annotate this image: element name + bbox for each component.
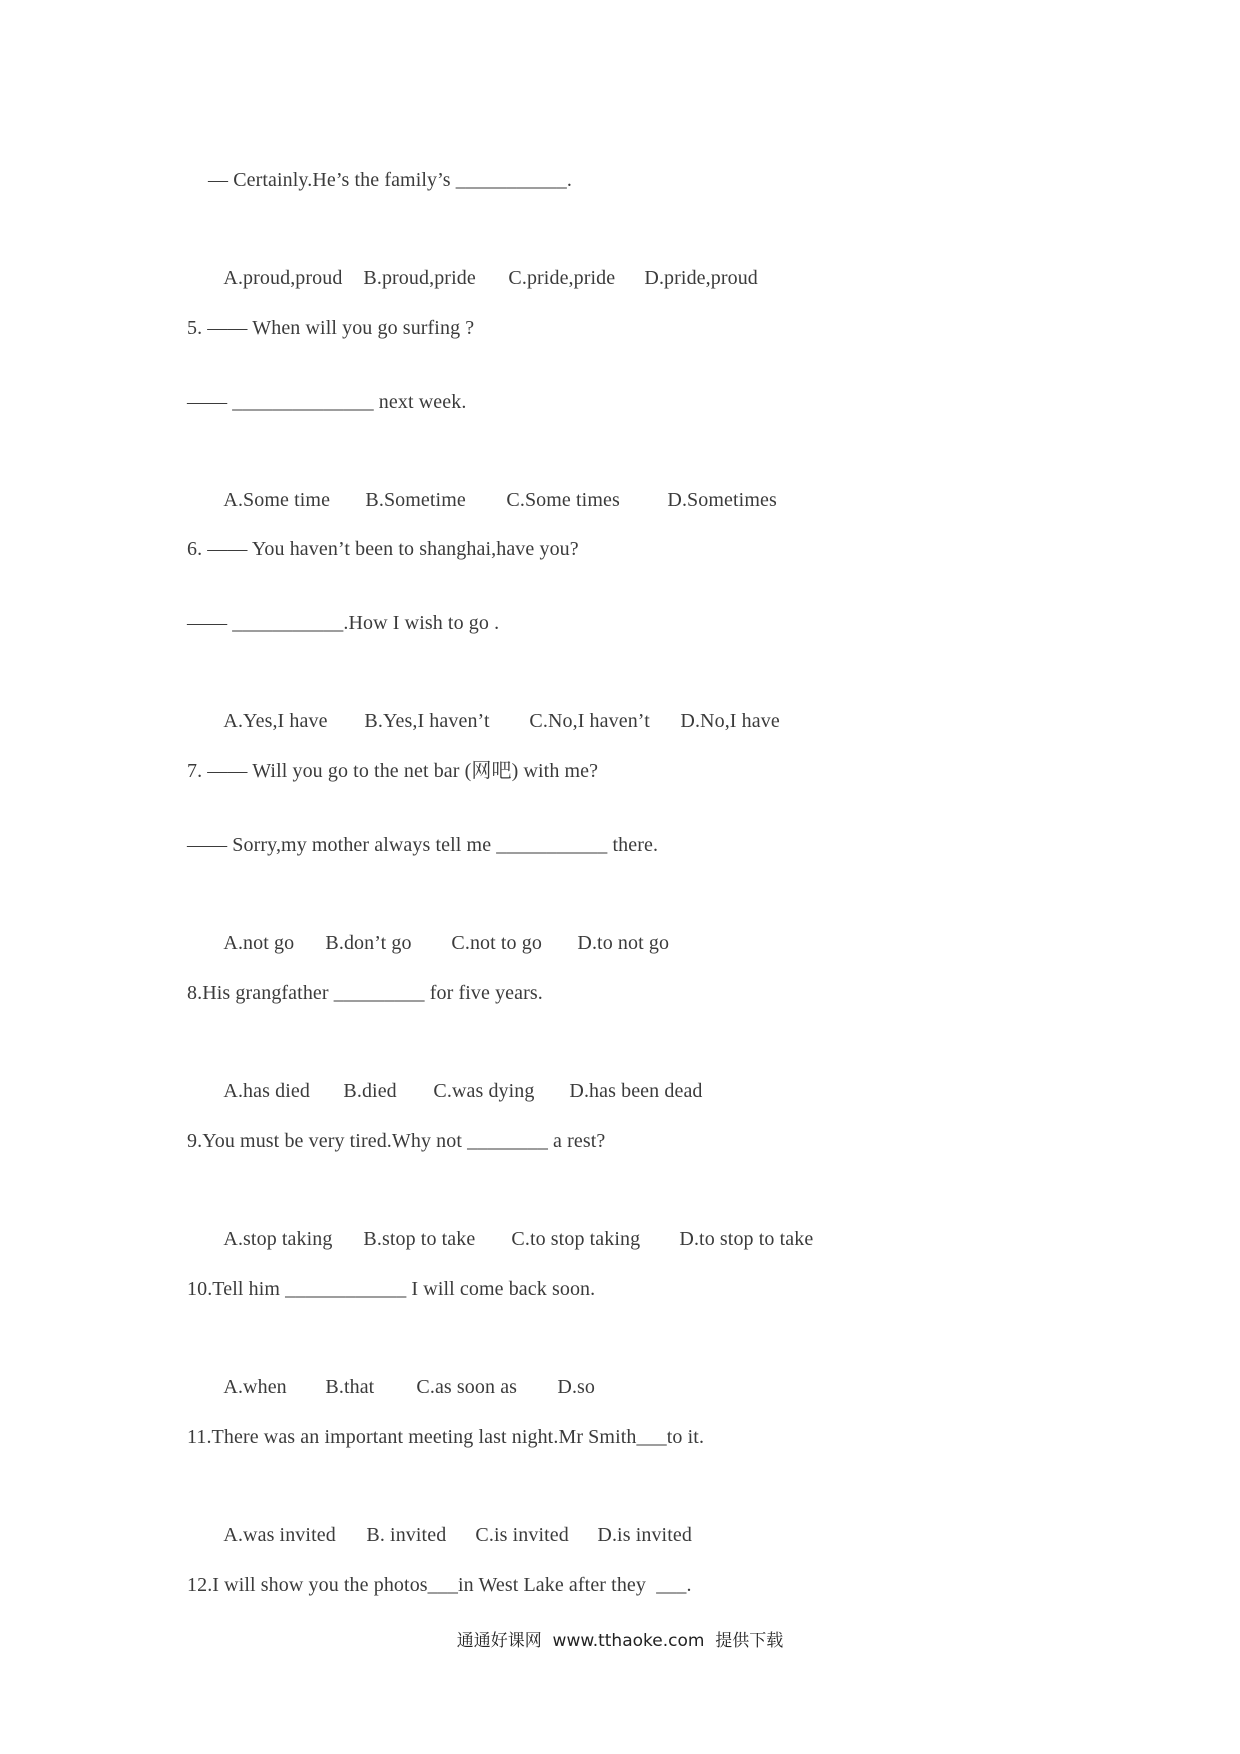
- option-a: A.stop taking: [223, 1228, 333, 1250]
- question-4-options: [203, 242, 758, 314]
- question-5-options: [203, 464, 777, 536]
- option-b: B.Sometime: [365, 489, 466, 511]
- option-b: B. invited: [366, 1524, 447, 1546]
- question-10-options: [203, 1351, 595, 1423]
- option-a: A.Yes,I have: [223, 710, 328, 732]
- option-b: B.stop to take: [363, 1228, 476, 1250]
- question-6: 6. —— You haven’t been to shanghai,have you?: [187, 538, 579, 560]
- option-b: B.proud,pride: [363, 267, 476, 289]
- option-d: D.to not go: [577, 932, 670, 954]
- option-c: C.Some times: [506, 489, 620, 511]
- question-8-options: [203, 1055, 703, 1127]
- question-7: 7. —— Will you go to the net bar (网吧) with me?: [187, 760, 599, 782]
- question-7-answer-line: —— Sorry,my mother always tell me ___________ there.: [187, 834, 659, 856]
- question-11-options: [203, 1499, 692, 1571]
- option-a: A.proud,proud: [223, 267, 343, 289]
- question-9: 9.You must be very tired.Why not ________ a rest?: [187, 1130, 606, 1152]
- option-a: A.was invited: [223, 1524, 336, 1546]
- question-8: 8.His grangfather _________ for five years.: [187, 982, 543, 1004]
- option-c: C.is invited: [475, 1524, 569, 1546]
- question-4-answer-line: — Certainly.He’s the family’s ___________.: [208, 169, 572, 191]
- question-6-options: [203, 685, 780, 757]
- option-d: D.is invited: [597, 1524, 692, 1546]
- option-d: D.pride,proud: [644, 267, 758, 289]
- option-c: C.not to go: [451, 932, 542, 954]
- option-b: B.that: [325, 1376, 375, 1398]
- option-a: A.Some time: [223, 489, 331, 511]
- option-a: A.when: [223, 1376, 287, 1398]
- option-c: C.to stop taking: [511, 1228, 641, 1250]
- question-10: 10.Tell him ____________ I will come back soon.: [187, 1278, 596, 1300]
- option-a: A.not go: [223, 932, 295, 954]
- option-b: B.don’t go: [325, 932, 412, 954]
- option-d: D.No,I have: [680, 710, 780, 732]
- option-c: C.pride,pride: [508, 267, 616, 289]
- option-d: D.to stop to take: [679, 1228, 814, 1250]
- option-d: D.Sometimes: [667, 489, 777, 511]
- footer-text: 通通好课网 www.tthaoke.com 提供下载: [456, 1631, 784, 1651]
- question-9-options: [203, 1203, 813, 1275]
- option-c: C.was dying: [433, 1080, 535, 1102]
- question-12: 12.I will show you the photos___in West Lake after they ___.: [187, 1574, 692, 1596]
- option-d: D.has been dead: [569, 1080, 703, 1102]
- question-5: 5. —— When will you go surfing ?: [187, 317, 475, 339]
- question-11: 11.There was an important meeting last night.Mr Smith___to it.: [187, 1426, 705, 1448]
- question-7-options: [203, 907, 669, 979]
- option-c: C.No,I haven’t: [529, 710, 650, 732]
- option-c: C.as soon as: [416, 1376, 518, 1398]
- question-5-answer-line: —— ______________ next week.: [187, 391, 467, 413]
- option-a: A.has died: [223, 1080, 310, 1102]
- question-6-answer-line: —— ___________.How I wish to go .: [187, 612, 500, 634]
- option-d: D.so: [557, 1376, 596, 1398]
- option-b: B.Yes,I haven’t: [364, 710, 490, 732]
- option-b: B.died: [343, 1080, 397, 1102]
